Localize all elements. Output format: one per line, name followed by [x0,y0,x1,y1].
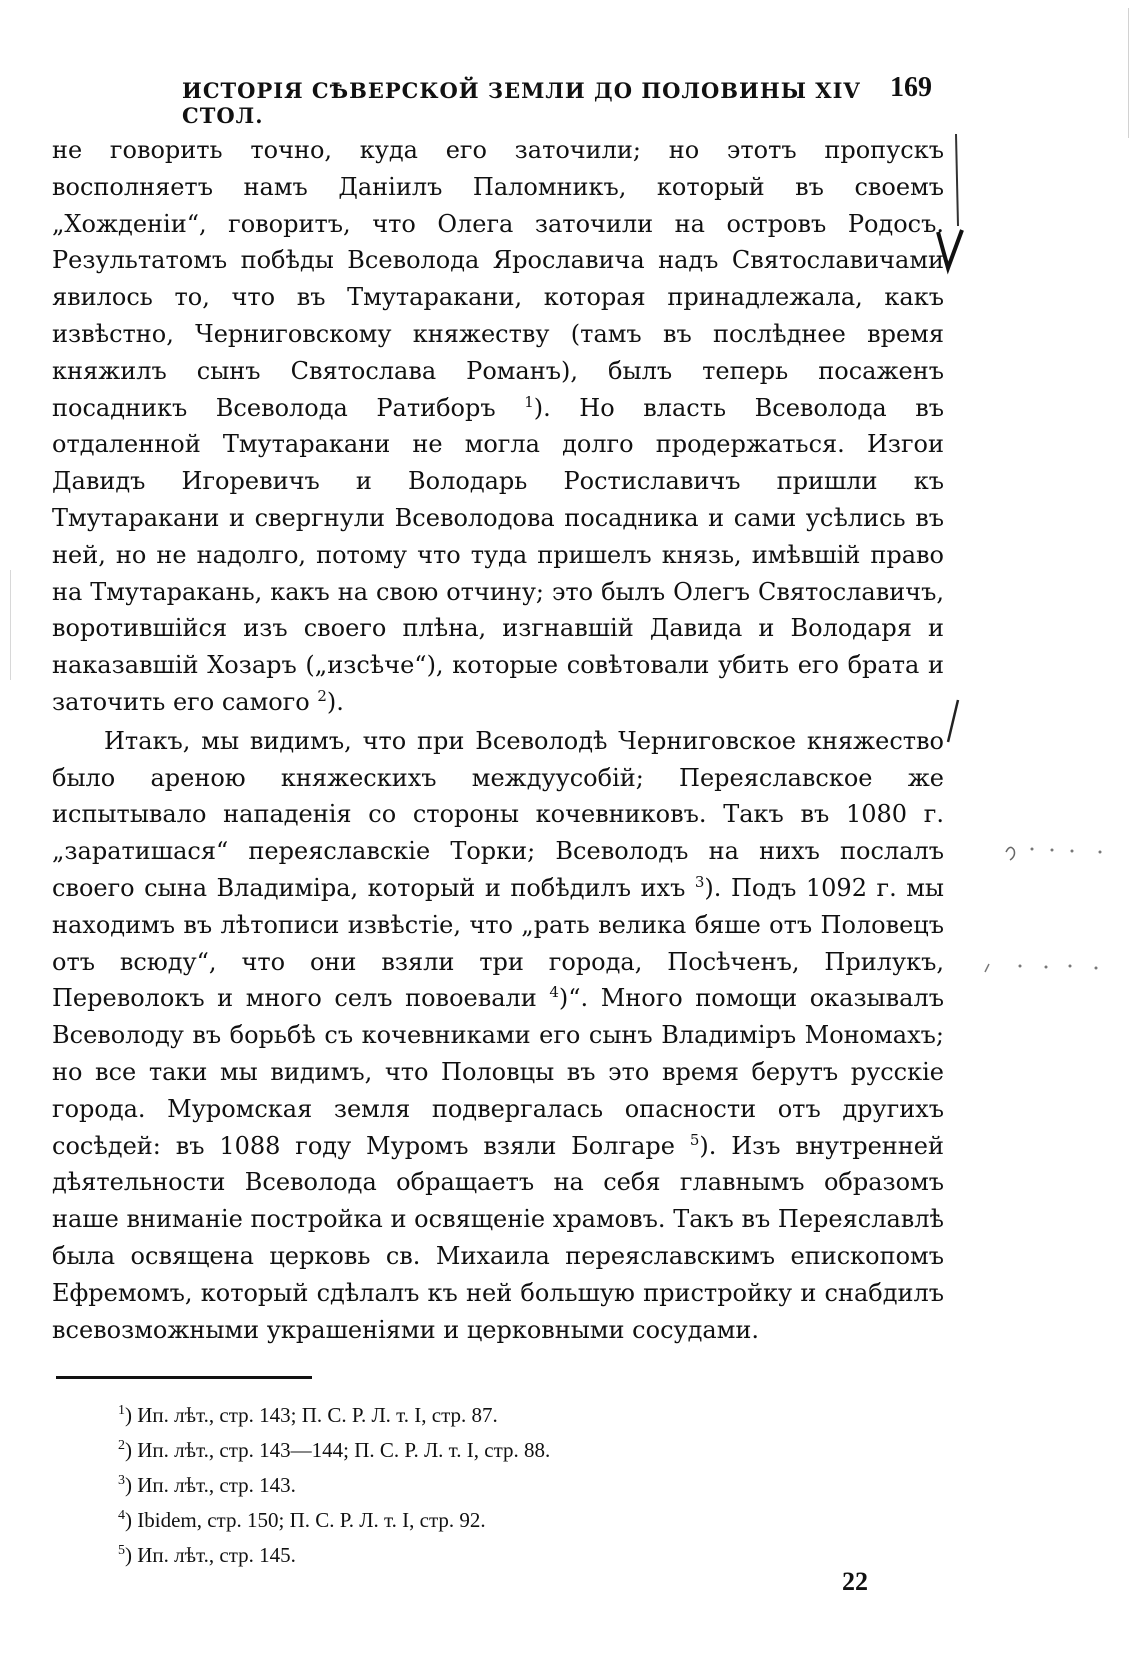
text-run: )“. Много помощи оказывалъ Всеволоду въ борьбѣ съ кочевниками его сынъ Владиміръ Мономахъ; но все таки мы видимъ, что Половцы въ это время берутъ русскіе города. Муромская земля подвергалась опасности отъ другихъ сосѣдей: въ 1088 году Муромъ взяли Болгаре [52,984,944,1160]
footnote-number: 1 [118,1403,125,1418]
paragraph [52,723,944,1349]
footnote-reference[interactable]: 3 [694,872,705,891]
margin-vertical-stroke [956,134,958,226]
footnote-item [118,1398,878,1433]
footnote-item [118,1468,878,1503]
footnote-reference[interactable]: 1 [524,392,534,411]
footnote-item [118,1538,878,1573]
margin-dot [1071,850,1074,853]
footnote-reference[interactable]: 2 [317,686,327,705]
footnote-text: ) Ип. лѣт., стр. 143; П. С. Р. Л. т. I, стр. 87. [125,1403,498,1427]
margin-dot [1051,849,1054,852]
margin-pencil-tick [985,964,989,972]
footnote-item [118,1503,878,1538]
footnotes [118,1398,878,1573]
margin-dot [1095,967,1098,970]
footnote-number: 3 [118,1473,125,1488]
footnote-number: 5 [118,1543,125,1558]
margin-dot [1099,851,1102,854]
text-run: ). Но власть Всеволода въ отдаленной Тмутаракани не могла долго продержаться. Изгои Давидъ Игоревичъ и Володарь Ростиславичъ пришли къ Тмутаракани и свергнули Всеволодова посадника и сами усѣлись въ ней, но не надолго, потому что туда пришелъ князь, имѣвшій право на Тмутаракань, какъ на свою отчину; это былъ Олегъ Святославичъ, воротившійся изъ своего плѣна, изгнавшій Давида и Володаря и наказавшій Хозаръ („изсѣче“), которые совѣтовали убить его брата и заточить его самого [52,393,945,716]
footnote-number: 4 [118,1508,125,1523]
margin-dot [1069,965,1072,968]
margin-slash-mark [948,700,958,742]
margin-pencil-scribble [1006,847,1015,860]
footnote-number: 2 [118,1438,125,1453]
footnote-divider [56,1376,312,1379]
main-text [52,132,944,1348]
running-title: ИСТОРІЯ СѢВЕРСКОЙ ЗЕМЛИ ДО ПОЛОВИНЫ XIV СТОЛ. [182,78,861,128]
scan-edge-line [1128,8,1129,138]
footnote-reference[interactable]: 4 [549,983,559,1002]
margin-dot [1019,965,1022,968]
page-header [52,72,932,128]
margin-dot [1045,966,1048,969]
text-run: Итакъ, мы видимъ, что при Всеволодѣ Черниговское княжество было ареною княжескихъ междуусобій; Переяславское же испытывало нападенія со стороны кочевниковъ. Такъ въ 1080 г. „заратишася“ переяславскіе Торки; Всеволодъ на нихъ послалъ своего сына Владиміра, который и побѣдилъ ихъ [52,726,944,902]
text-run: не говорить точно, куда его заточили; но этотъ пропускъ восполняетъ намъ Даніилъ Паломникъ, который въ своемъ „Хожденіи“, говоритъ, что Олега заточили на островъ Родосъ. Результатомъ побѣды Всеволода Ярославича надъ Святославичами явилось то, что въ Тмутаракани, которая принадлежала, какъ извѣстно, Черниговскому княжеству (тамъ въ послѣднее время княжилъ сынъ Святослава Романъ), былъ теперь посаженъ посадникъ Всеволода Ратиборъ [52,136,944,422]
text-run: ). Подъ 1092 г. мы находимъ въ лѣтописи извѣстіе, что „рать велика бяше отъ Половецъ отъ всюду“, что они взяли три города, Посѣченъ, Прилукъ, Переволокъ и много селъ повоевали [52,873,945,1013]
footnote-text: ) Ibidem, стр. 150; П. С. Р. Л. т. I, стр. 92. [125,1508,486,1532]
footnote-item [118,1433,878,1468]
footnote-reference[interactable]: 5 [689,1130,700,1149]
footnote-text: ) Ип. лѣт., стр. 143. [125,1473,296,1497]
page-number: 169 [890,72,932,103]
signature-mark: 22 [842,1567,868,1596]
footnote-text: ) Ип. лѣт., стр. 145. [125,1543,296,1567]
margin-dot [1031,848,1034,851]
scan-margin-line [10,570,11,680]
text-run: ). Изъ внутренней дѣятельности Всеволода обращаетъ на себя главнымъ образомъ наше вниманіе постройка и освященіе храмовъ. Такъ въ Переяславлѣ была освящена церковь св. Михаила переяславскимъ епископомъ Ефремомъ, который сдѣлалъ къ ней большую пристройку и снабдилъ всевозможными украшеніями и церковными сосудами. [52,1131,945,1344]
footnote-text: ) Ип. лѣт., стр. 143—144; П. С. Р. Л. т. I, стр. 88. [125,1438,551,1462]
paragraph [52,132,944,721]
text-run: ). [326,687,344,716]
